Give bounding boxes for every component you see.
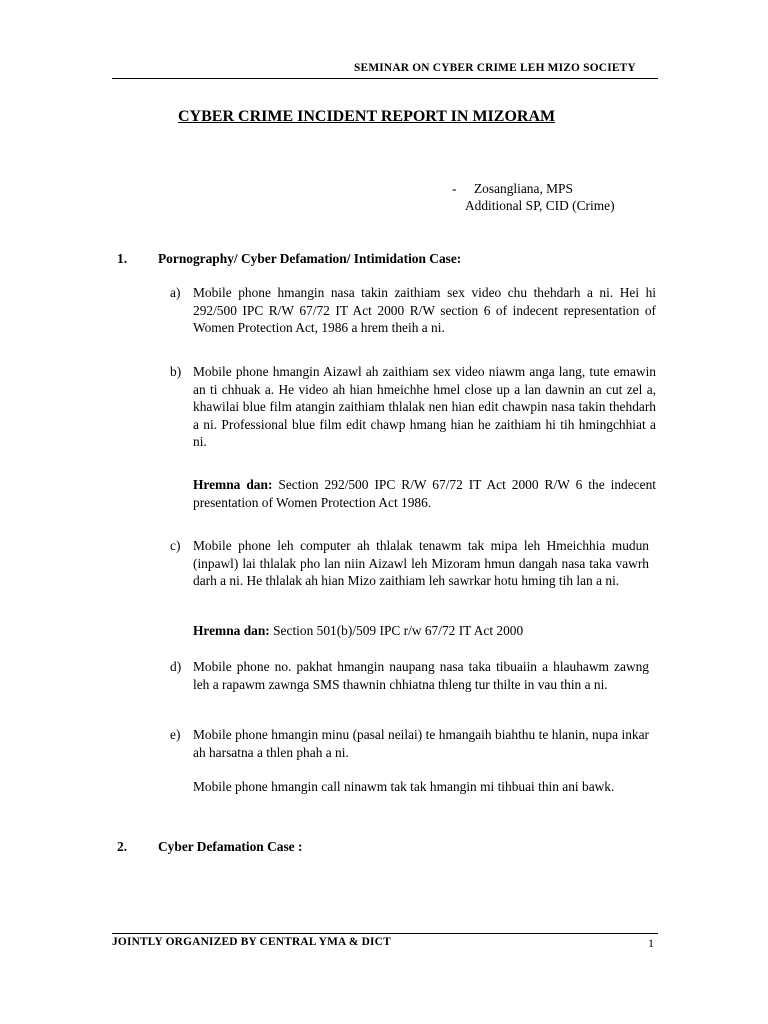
author-name: Zosangliana, MPS bbox=[474, 181, 573, 196]
section-1-title: Pornography/ Cyber Defamation/ Intimidation Case: bbox=[158, 251, 462, 266]
item-e-label: e) bbox=[170, 727, 181, 742]
item-a-label: a) bbox=[170, 285, 181, 300]
running-footer: JOINTLY ORGANIZED BY CENTRAL YMA & DICT bbox=[112, 936, 391, 948]
item-e-text: Mobile phone hmangin minu (pasal neilai) te hmangaih biahthu te hlanin, nupa inkar ah harsatna a thlen phah a ni. bbox=[193, 727, 649, 760]
item-c-text: Mobile phone leh computer ah thlalak tenawm tak mipa leh Hmeichhia mudun (inpawl) lai thlalak pho lan niin Aizawl leh Mizoram hmun dangah nasa taka vawrh darh a ni. He thlalak ah hian Mizo zaithiam leh sawrkar hotu hming tih lan a ni. bbox=[193, 538, 649, 589]
item-c-hremna bbox=[193, 623, 523, 639]
page-number: 1 bbox=[648, 936, 654, 950]
item-b-hremna-label: Hremna dan: bbox=[193, 477, 273, 492]
item-b-text: Mobile phone hmangin Aizawl ah zaithiam sex video niawm anga lang, tute emawin an ti chhuak a. He video ah hian hmeichhe hmel close up a lan dawnin an cut zel a, khawilai blue film atangin zaithiam thlalak nen hian edit chawpin nasa takin thehdarh a ni. Professional blue film edit chawp hmang hian he zaithiam hi tih hmingchhiat a ni. bbox=[193, 364, 656, 450]
author-role: Additional SP, CID (Crime) bbox=[465, 198, 615, 213]
document-title: CYBER CRIME INCIDENT REPORT IN MIZORAM bbox=[178, 108, 556, 125]
section-2-title: Cyber Defamation Case : bbox=[158, 839, 303, 854]
author-dash: - bbox=[452, 181, 457, 196]
item-b-label: b) bbox=[170, 364, 182, 379]
item-c-hremna-label: Hremna dan: bbox=[193, 623, 270, 638]
item-b-hremna bbox=[193, 476, 656, 511]
item-e-extra-text: Mobile phone hmangin call ninawm tak tak hmangin mi tihbuai thin ani bawk. bbox=[193, 779, 615, 794]
section-1-number: 1. bbox=[117, 251, 128, 266]
item-d-text: Mobile phone no. pakhat hmangin naupang nasa taka tibuaiin a hlauhawm zawng leh a rapawm zawnga SMS thawnin chhiatna thleng tur thilte in vau thin a ni. bbox=[193, 659, 649, 692]
item-b-hremna-text: Section 292/500 IPC R/W 67/72 IT Act 2000 R/W 6 the indecent presentation of Women Protection Act 1986. bbox=[193, 477, 656, 510]
item-c-hremna-text: Section 501(b)/509 IPC r/w 67/72 IT Act 2000 bbox=[269, 623, 524, 638]
header-rule bbox=[112, 78, 658, 79]
item-c-label: c) bbox=[170, 538, 181, 553]
item-a-text: Mobile phone hmangin nasa takin zaithiam sex video chu thehdarh a ni. Hei hi 292/500 IPC R/W 67/72 IT Act 2000 R/W section 6 of indecent representation of Women Protection Act, 1986 a hrem theih a ni. bbox=[193, 285, 656, 336]
running-header: SEMINAR ON CYBER CRIME LEH MIZO SOCIETY bbox=[354, 62, 636, 74]
item-d-label: d) bbox=[170, 659, 182, 674]
footer-rule bbox=[112, 933, 658, 934]
section-2-number: 2. bbox=[117, 839, 128, 854]
